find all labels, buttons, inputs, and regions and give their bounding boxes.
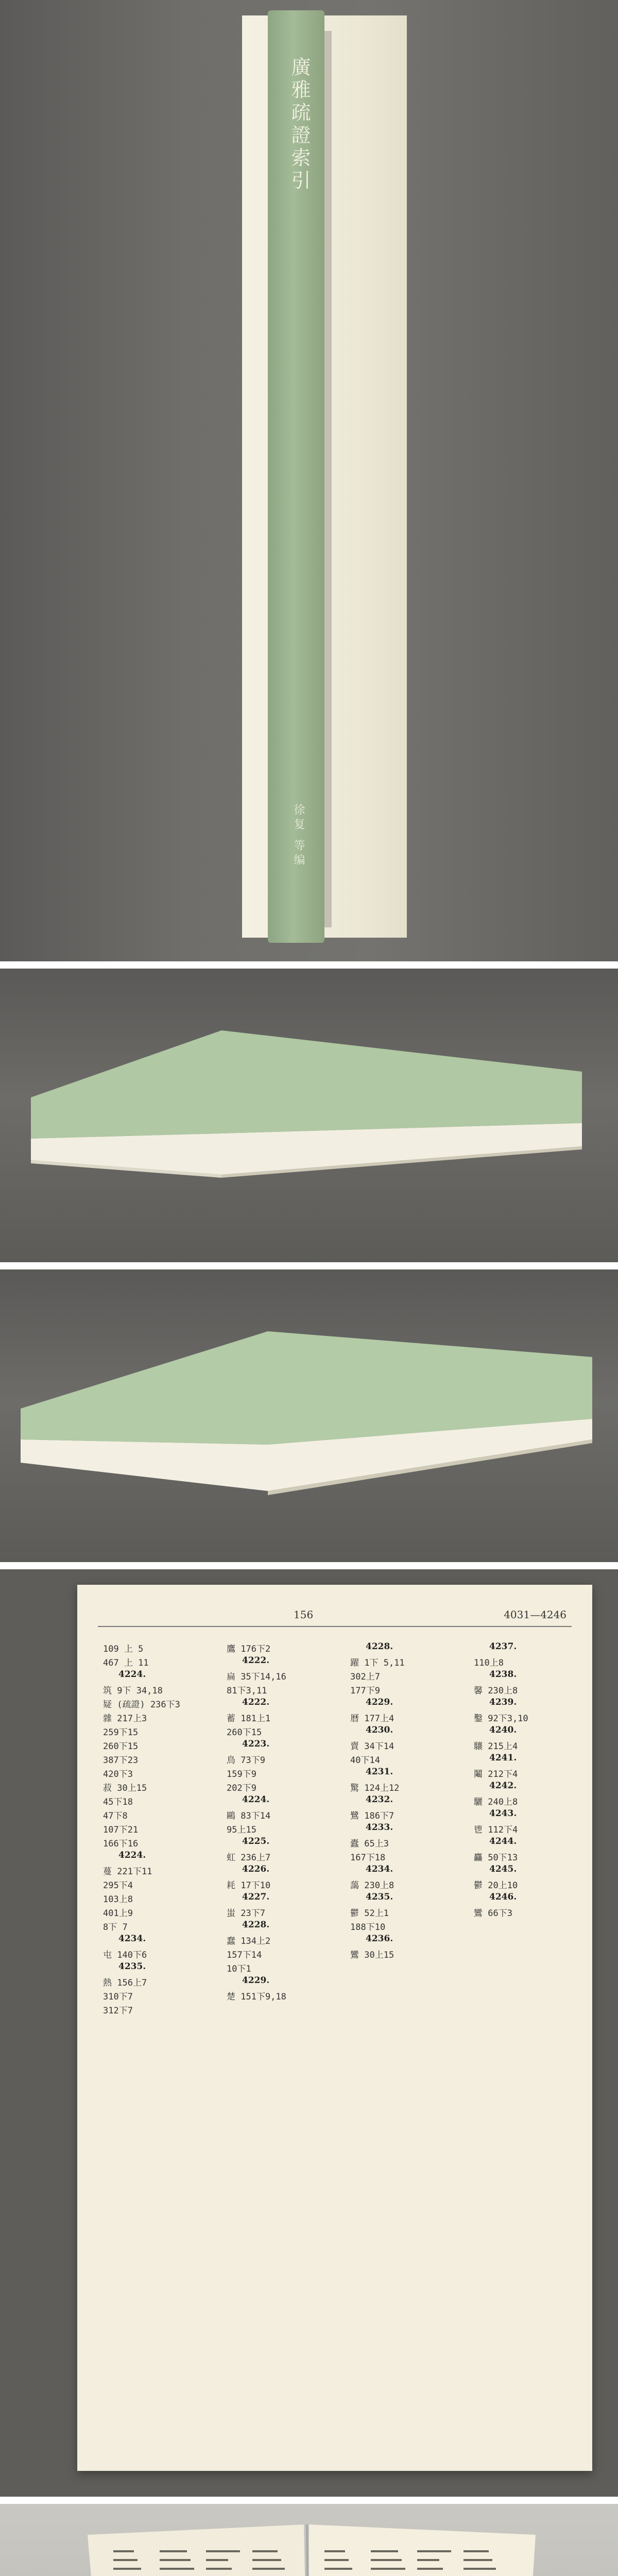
index-entry: 蚩 23下7: [227, 1908, 265, 1919]
text-line-mark: [324, 2550, 345, 2552]
index-entry: 4229.: [242, 1975, 270, 1986]
spine-author: 徐复 等编: [292, 804, 305, 868]
index-entry: 曆 177上4: [350, 1714, 394, 1724]
index-entry: 4245.: [489, 1864, 517, 1874]
text-line-mark: [252, 2568, 285, 2570]
index-entry: 157下14: [227, 1950, 262, 1960]
index-entry: 躍 1下 5,11: [350, 1658, 405, 1668]
index-entry: 虹 236上7: [227, 1853, 271, 1863]
index-entry: 屯 140下6: [103, 1950, 147, 1960]
book-spine: [268, 10, 324, 943]
text-line-mark: [206, 2559, 228, 2561]
open-book-photo: [0, 2504, 618, 2576]
index-entry: 疑 (疏證) 236下3: [103, 1700, 180, 1710]
index-entry: 4231.: [366, 1767, 393, 1777]
text-line-mark: [371, 2559, 402, 2561]
text-line-mark: [464, 2550, 489, 2552]
index-entry: 菽 30上15: [103, 1783, 147, 1793]
index-entry: 賣 34下14: [350, 1741, 394, 1752]
index-entry: 蓄 181上1: [227, 1714, 271, 1724]
spine-photo: [0, 0, 618, 961]
index-entry: 4223.: [242, 1739, 270, 1749]
index-entry: 鷺 186下7: [350, 1811, 394, 1821]
text-line-mark: [324, 2559, 349, 2561]
index-entry: 鬱 52上1: [350, 1908, 389, 1919]
index-page: [77, 1585, 592, 2471]
index-page-photo: [0, 1569, 618, 2497]
index-entry: 4235.: [366, 1892, 393, 1902]
index-entry: 302上7: [350, 1672, 380, 1682]
index-entry: 4234.: [118, 1934, 146, 1944]
index-entry: 4237.: [489, 1641, 517, 1652]
side-view-photo-2: [0, 1269, 618, 1562]
index-entry: 47下8: [103, 1811, 128, 1821]
index-entry: 4243.: [489, 1808, 517, 1819]
index-entry: 4228.: [366, 1641, 393, 1652]
index-entry: 麤 50下13: [474, 1853, 518, 1863]
index-entry: 蠹 65上3: [350, 1839, 389, 1849]
index-entry: 166下16: [103, 1839, 139, 1849]
index-entry: 167下18: [350, 1853, 386, 1863]
index-entry: 295下4: [103, 1880, 133, 1891]
index-entry: 扁 35下14,16: [227, 1672, 286, 1682]
text-line-mark: [252, 2559, 281, 2561]
index-entry: 驪 240上8: [474, 1797, 518, 1807]
index-entry: 4226.: [242, 1864, 270, 1874]
index-entry: 4236.: [366, 1934, 393, 1944]
index-entry: 4233.: [366, 1822, 393, 1833]
open-book: [0, 2504, 618, 2576]
text-line-mark: [206, 2550, 240, 2552]
index-entry: 109 上 5: [103, 1644, 144, 1654]
page-number: 156: [294, 1608, 314, 1621]
index-entry: 4234.: [366, 1864, 393, 1874]
index-entry: 筑 9下 34,18: [103, 1686, 163, 1696]
index-entry: 467 上 11: [103, 1658, 149, 1668]
index-entry: 110上8: [474, 1658, 504, 1668]
index-entry: 楚 151下9,18: [227, 1992, 286, 2002]
index-entry: 驤 215上4: [474, 1741, 518, 1752]
index-entry: 10下1: [227, 1964, 251, 1974]
text-line-mark: [464, 2568, 496, 2570]
index-entry: 177下9: [350, 1686, 380, 1696]
index-entry: 401上9: [103, 1908, 133, 1919]
text-line-mark: [206, 2568, 232, 2570]
index-entry: 4232.: [366, 1794, 393, 1805]
index-entry: 鸞 30上15: [350, 1950, 394, 1960]
text-line-mark: [417, 2550, 451, 2552]
book-side-1: [0, 969, 618, 1262]
index-entry: 4224.: [242, 1794, 270, 1805]
index-entry: 4222.: [242, 1697, 270, 1707]
index-entry: 4235.: [118, 1961, 146, 1972]
text-line-mark: [324, 2568, 352, 2570]
index-entry: 95上15: [227, 1825, 256, 1835]
index-entry: 159下9: [227, 1769, 256, 1780]
index-column-2: [227, 1641, 324, 2003]
index-entry: 4244.: [489, 1836, 517, 1846]
index-entry: 259下15: [103, 1727, 139, 1738]
index-entry: 鷗 83下14: [227, 1811, 271, 1821]
index-entry: 4224.: [118, 1669, 146, 1680]
text-line-mark: [160, 2559, 191, 2561]
index-entry: 4239.: [489, 1697, 517, 1707]
index-entry: 45下18: [103, 1797, 133, 1807]
index-entry: 312下7: [103, 2006, 133, 2016]
index-entry: 蔓 221下11: [103, 1867, 152, 1877]
index-entry: 4238.: [489, 1669, 517, 1680]
index-entry: 熱 156上7: [103, 1978, 147, 1988]
index-entry: 4225.: [242, 1836, 270, 1846]
side-view-photo-1: [0, 969, 618, 1262]
index-entry: 雜 217上3: [103, 1714, 147, 1724]
index-column-4: [474, 1641, 572, 1920]
book-side-2: [0, 1269, 618, 1562]
index-entry: 鷹 176下2: [227, 1644, 271, 1654]
index-column-3: [350, 1641, 448, 1961]
text-line-mark: [464, 2559, 492, 2561]
index-entry: 4222.: [242, 1655, 270, 1666]
index-entry: 4246.: [489, 1892, 517, 1902]
spine-shadow: [324, 31, 332, 927]
page-range: 4031—4246: [504, 1608, 566, 1621]
index-entry: 蠢 134上2: [227, 1936, 271, 1946]
index-column-1: [103, 1641, 201, 2017]
index-entry: 鳥 73下9: [227, 1755, 265, 1766]
index-entry: 40下14: [350, 1755, 380, 1766]
index-entry: 鬱 20上10: [474, 1880, 518, 1891]
index-entry: 鑿 92下3,10: [474, 1714, 528, 1724]
spine-title: 廣雅疏證索引: [288, 57, 311, 193]
text-line-mark: [417, 2559, 439, 2561]
text-line-mark: [113, 2550, 134, 2552]
index-entry: 260下15: [227, 1727, 262, 1738]
index-entry: 4229.: [366, 1697, 393, 1707]
text-line-mark: [252, 2550, 278, 2552]
text-line-mark: [371, 2550, 398, 2552]
text-line-mark: [160, 2550, 187, 2552]
text-line-mark: [160, 2568, 194, 2570]
index-entry: 387下23: [103, 1755, 139, 1766]
index-entry: 鬮 212下4: [474, 1769, 518, 1780]
index-entry: 310下7: [103, 1992, 133, 2002]
index-entry: 202下9: [227, 1783, 256, 1793]
index-entry: 420下3: [103, 1769, 133, 1780]
text-line-mark: [417, 2568, 443, 2570]
index-entry: 4241.: [489, 1753, 517, 1763]
text-line-mark: [113, 2568, 141, 2570]
index-entry: 81下3,11: [227, 1686, 267, 1696]
index-entry: 耗 17下10: [227, 1880, 271, 1891]
text-line-mark: [371, 2568, 405, 2570]
index-entry: 103上8: [103, 1894, 133, 1905]
index-entry: 鬯 112下4: [474, 1825, 518, 1835]
index-entry: 4230.: [366, 1725, 393, 1735]
index-entry: 4228.: [242, 1920, 270, 1930]
index-entry: 4227.: [242, 1892, 270, 1902]
index-entry: 驚 124上12: [350, 1783, 400, 1793]
index-entry: 4224.: [118, 1850, 146, 1860]
index-entry: 鸞 66下3: [474, 1908, 512, 1919]
index-entry: 馨 230上8: [474, 1686, 518, 1696]
index-entry: 藹 230上8: [350, 1880, 394, 1891]
index-entry: 188下10: [350, 1922, 386, 1933]
index-entry: 8下 7: [103, 1922, 128, 1933]
text-line-mark: [113, 2559, 138, 2561]
index-entry: 4240.: [489, 1725, 517, 1735]
index-entry: 4242.: [489, 1781, 517, 1791]
index-entry: 107下21: [103, 1825, 139, 1835]
index-entry: 260下15: [103, 1741, 139, 1752]
page-header: [98, 1605, 572, 1627]
